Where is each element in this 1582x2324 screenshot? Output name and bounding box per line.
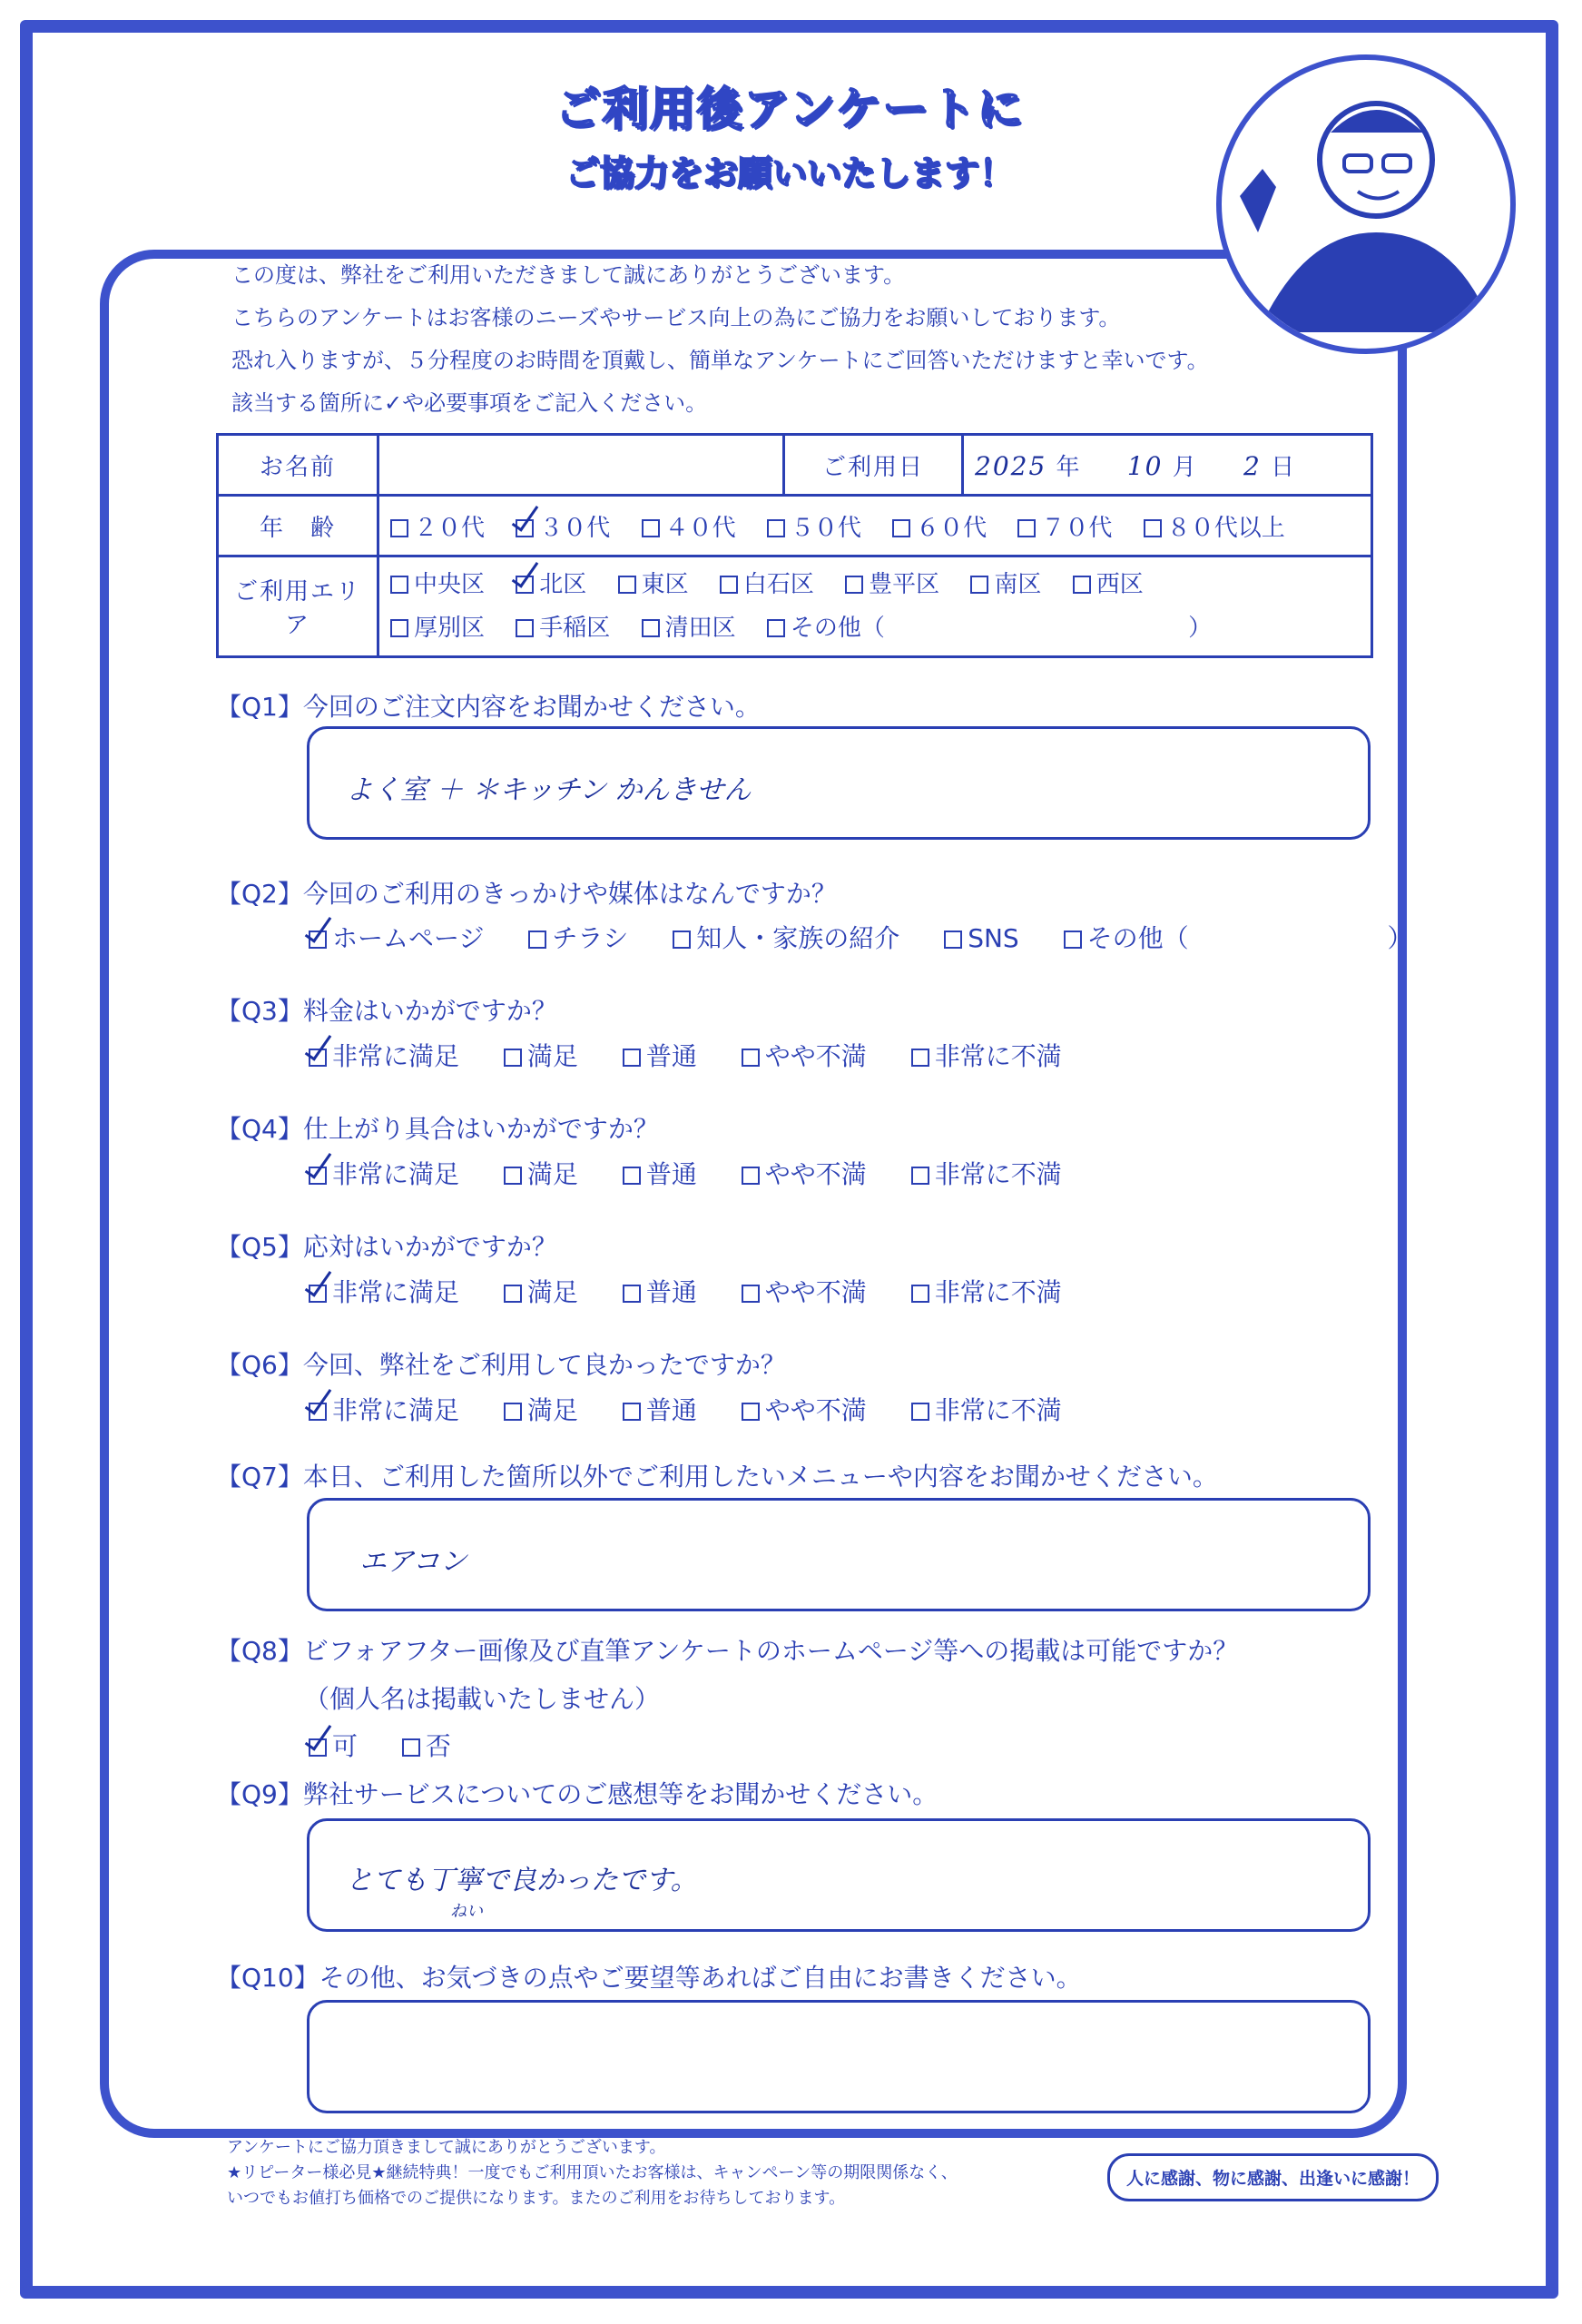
q4-question: 【Q4】仕上がり具合はいかがですか？ [216, 1114, 659, 1144]
area-label: ご利用エリア [218, 556, 378, 657]
date-month: 10 [1126, 450, 1164, 481]
checkbox-checked[interactable] [516, 519, 534, 537]
checkbox[interactable] [944, 931, 962, 949]
title-banner [545, 73, 1035, 195]
title-line2: ご協力をお願いいたします！ [565, 153, 1014, 193]
checkbox[interactable] [767, 519, 785, 537]
rating-option[interactable]: 普通 [623, 1041, 697, 1071]
q8-options [309, 1727, 487, 1763]
rating-option[interactable]: 満足 [504, 1159, 578, 1189]
area-options [378, 556, 1372, 657]
checkbox[interactable] [1017, 519, 1036, 537]
checkbox[interactable] [1064, 931, 1082, 949]
q6-question: 【Q6】今回、弊社をご利用して良かったですか？ [216, 1350, 786, 1380]
checkbox[interactable] [845, 576, 863, 594]
checkbox[interactable] [642, 619, 660, 637]
intro-line: この度は、弊社をご利用いただきまして誠にありがとうございます。 [231, 262, 906, 288]
checkbox-checked[interactable] [309, 1167, 327, 1185]
date-field[interactable] [963, 435, 1372, 496]
rating-option[interactable]: やや不満 [742, 1277, 867, 1307]
rating-option[interactable]: 満足 [504, 1277, 578, 1307]
footer-line: いつでもお値打ち価格でのご提供になります。またのご利用をお待ちしております。 [227, 2189, 846, 2208]
q2-question: 【Q2】今回のご利用のきっかけや媒体はなんですか？ [216, 879, 837, 909]
q2-option[interactable]: 知人・家族の紹介 [673, 923, 899, 953]
q8-option-no[interactable]: 否 [402, 1731, 451, 1761]
area-option[interactable]: 手稲区 [516, 615, 610, 642]
q2-option[interactable]: その他（ [1064, 923, 1189, 953]
age-option[interactable]: ３０代 [516, 515, 610, 542]
checkbox[interactable] [390, 576, 408, 594]
rating-option[interactable]: 非常に満足 [309, 1277, 459, 1307]
checkbox-checked[interactable] [309, 931, 327, 949]
checkbox[interactable] [390, 519, 408, 537]
q7-question: 【Q7】本日、ご利用した箇所以外でご利用したいメニューや内容をお聞かせください。 [216, 1462, 1218, 1492]
q5-options [309, 1273, 1098, 1309]
intro-line: こちらのアンケートはお客様のニーズやサービス向上の為にご協力をお願いしております。 [231, 305, 1121, 330]
q9-question: 【Q9】弊社サービスについてのご感想等をお聞かせください。 [216, 1779, 938, 1809]
checkbox[interactable] [402, 1738, 420, 1757]
q5-question: 【Q5】応対はいかがですか？ [216, 1232, 557, 1262]
rating-option[interactable]: 非常に不満 [911, 1041, 1062, 1071]
q8-option-yes[interactable]: 可 [309, 1731, 358, 1761]
age-label: 年 齢 [218, 496, 378, 556]
age-option[interactable]: ８０代以上 [1144, 515, 1285, 542]
checkbox[interactable] [618, 576, 636, 594]
customer-info-table [216, 433, 1373, 658]
q8-note: （個人名は掲載いたしません） [304, 1684, 661, 1714]
rating-option[interactable]: 非常に不満 [911, 1395, 1062, 1425]
rating-option[interactable]: 非常に不満 [911, 1277, 1062, 1307]
area-option[interactable]: 厚別区 [390, 615, 485, 642]
name-field[interactable] [378, 435, 784, 496]
rating-option[interactable]: やや不満 [742, 1159, 867, 1189]
q7-handwritten-answer: エアコン [359, 1546, 467, 1578]
rating-option[interactable]: 非常に満足 [309, 1041, 459, 1071]
intro-text [231, 254, 1209, 425]
checkbox[interactable] [504, 1167, 522, 1185]
q2-option[interactable]: チラシ [528, 923, 628, 953]
checkbox[interactable] [911, 1403, 929, 1421]
footer-line: アンケートにご協力頂きまして誠にありがとうございます。 [227, 2138, 666, 2157]
checkbox-checked[interactable] [516, 576, 534, 594]
q9-handwritten-ruby: ねい [450, 1902, 483, 1921]
footer-message [227, 2135, 958, 2211]
age-option[interactable]: ７０代 [1017, 515, 1112, 542]
month-unit: 月 [1172, 453, 1198, 481]
checkbox[interactable] [911, 1167, 929, 1185]
q9-handwritten-answer: とても丁寧で良かったです。 [346, 1865, 698, 1896]
checkbox[interactable] [642, 519, 660, 537]
age-options [378, 496, 1372, 556]
checkbox[interactable] [623, 1167, 641, 1185]
q2-option[interactable]: ホームページ [309, 923, 484, 953]
area-option[interactable]: 西区 [1073, 571, 1144, 598]
q4-options [309, 1155, 1098, 1191]
name-label: お名前 [218, 435, 378, 496]
intro-line: 該当する箇所に✓や必要事項をご記入ください。 [231, 390, 708, 416]
checkbox-checked[interactable] [309, 1403, 327, 1421]
checkbox[interactable] [767, 619, 785, 637]
checkbox[interactable] [911, 1049, 929, 1067]
area-option[interactable]: 白石区 [720, 571, 814, 598]
date-label: ご利用日 [784, 435, 963, 496]
checkbox[interactable] [742, 1403, 760, 1421]
area-option[interactable]: 北区 [516, 571, 586, 598]
checkbox[interactable] [742, 1049, 760, 1067]
checkbox[interactable] [504, 1285, 522, 1303]
q7-answer-box[interactable] [307, 1498, 1371, 1611]
date-year: 2025 [975, 450, 1047, 481]
rating-option[interactable]: 満足 [504, 1395, 578, 1425]
staff-portrait-image [1216, 54, 1516, 354]
rating-option[interactable]: 普通 [623, 1395, 697, 1425]
checkbox[interactable] [516, 619, 534, 637]
title-line1: ご利用後アンケートに [555, 83, 1025, 135]
area-option[interactable]: 清田区 [642, 615, 736, 642]
checkbox-checked[interactable] [309, 1738, 327, 1757]
q2-other-close: ） [1387, 923, 1413, 953]
rating-option[interactable]: やや不満 [742, 1395, 867, 1425]
q1-answer-box[interactable] [307, 726, 1371, 840]
q2-option[interactable]: SNS [944, 923, 1019, 953]
checkbox[interactable] [720, 576, 738, 594]
q3-question: 【Q3】料金はいかがですか？ [216, 996, 557, 1026]
date-day: 2 [1243, 450, 1262, 481]
checkbox[interactable] [892, 519, 910, 537]
checkbox[interactable] [970, 576, 988, 594]
q10-question: 【Q10】その他、お気づきの点やご要望等あればご自由にお書きください。 [216, 1963, 1082, 1993]
q3-options [309, 1037, 1098, 1073]
checkbox[interactable] [504, 1403, 522, 1421]
footer-line: ★リピーター様必見★継続特典！一度でもご利用頂いたお客様は、キャンペーン等の期限関係なく、 [227, 2163, 958, 2182]
q10-answer-box[interactable] [307, 2000, 1371, 2113]
checkbox[interactable] [911, 1285, 929, 1303]
checkbox[interactable] [504, 1049, 522, 1067]
rating-option[interactable]: 満足 [504, 1041, 578, 1071]
q8-question: 【Q8】ビフォアフター画像及び直筆アンケートのホームページ等への掲載は可能ですか？ [216, 1636, 1239, 1666]
rating-option[interactable]: 非常に満足 [309, 1395, 459, 1425]
age-option[interactable]: ２０代 [390, 515, 485, 542]
year-unit: 年 [1056, 453, 1082, 481]
checkbox[interactable] [742, 1167, 760, 1185]
checkbox[interactable] [528, 931, 546, 949]
area-option[interactable]: 東区 [618, 571, 689, 598]
area-option[interactable]: 南区 [970, 571, 1041, 598]
checkbox-checked[interactable] [309, 1285, 327, 1303]
checkbox[interactable] [623, 1285, 641, 1303]
area-option[interactable]: 豊平区 [845, 571, 939, 598]
age-option[interactable]: ５０代 [767, 515, 861, 542]
rating-option[interactable]: 非常に満足 [309, 1159, 459, 1189]
day-unit: 日 [1271, 453, 1297, 481]
area-option[interactable]: 中央区 [390, 571, 485, 598]
area-option[interactable]: その他（ [767, 615, 885, 642]
age-option[interactable]: ４０代 [642, 515, 736, 542]
q6-options [309, 1391, 1098, 1427]
q1-handwritten-answer: よく室 ＋ ＊キッチン かんきせん [346, 774, 752, 806]
rating-option[interactable]: やや不満 [742, 1041, 867, 1071]
checkbox[interactable] [742, 1285, 760, 1303]
q2-options [309, 919, 1413, 955]
checkbox[interactable] [1073, 576, 1091, 594]
checkbox[interactable] [1144, 519, 1162, 537]
rating-option[interactable]: 非常に不満 [911, 1159, 1062, 1189]
motto-badge: 人に感謝、物に感謝、出逢いに感謝！ [1107, 2153, 1439, 2201]
rating-option[interactable]: 普通 [623, 1159, 697, 1189]
intro-line: 恐れ入りますが、５分程度のお時間を頂戴し、簡単なアンケートにご回答いただけますと幸いです。 [231, 348, 1209, 373]
area-other-close: ） [1188, 615, 1213, 642]
checkbox[interactable] [623, 1049, 641, 1067]
checkbox[interactable] [390, 619, 408, 637]
checkbox-checked[interactable] [309, 1049, 327, 1067]
checkbox[interactable] [673, 931, 691, 949]
age-option[interactable]: ６０代 [892, 515, 987, 542]
rating-option[interactable]: 普通 [623, 1277, 697, 1307]
q9-answer-box[interactable] [307, 1818, 1371, 1932]
checkbox[interactable] [623, 1403, 641, 1421]
q1-question: 【Q1】今回のご注文内容をお聞かせください。 [216, 692, 761, 722]
